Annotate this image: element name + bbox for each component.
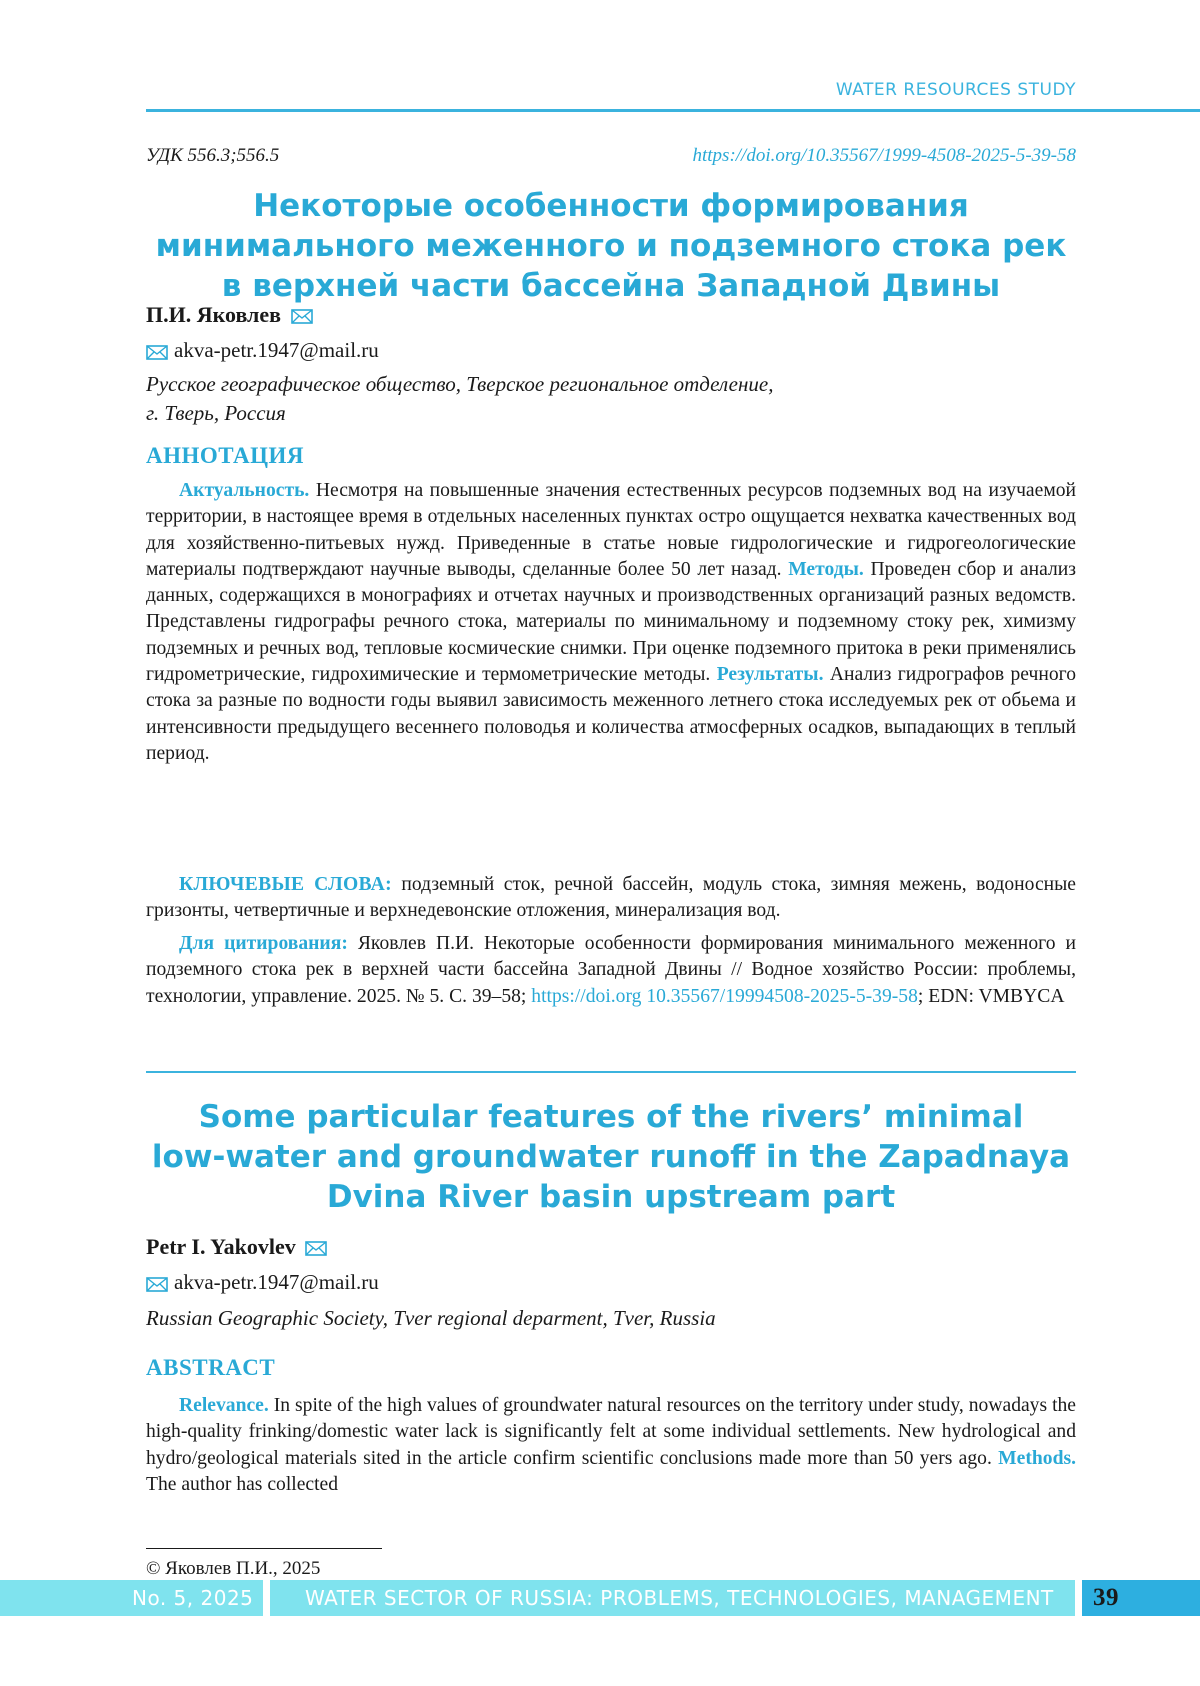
page-number: 39 xyxy=(1093,1584,1119,1611)
en-abstract xyxy=(146,1393,1076,1498)
ru-affiliation-line: Русское географическое общество, Тверское региональное отделение, xyxy=(146,372,774,396)
en-relevance-label: Relevance. xyxy=(179,1395,269,1416)
ru-citation-edn: ; EDN: VMBYCA xyxy=(917,985,1065,1007)
ru-results-label: Результаты. xyxy=(716,664,824,686)
en-email[interactable] xyxy=(146,1270,379,1295)
ru-keywords xyxy=(146,872,1076,925)
doi-link[interactable]: https://doi.org/10.35567/1999-4508-2025-5-39-58 xyxy=(692,145,1076,166)
ru-keywords-body xyxy=(146,872,1076,925)
ru-methods-label: Методы. xyxy=(788,558,864,580)
ru-abstract-body xyxy=(146,478,1076,767)
ru-citation-body xyxy=(146,931,1076,1010)
en-title-line: Some particular features of the rivers’ minimal xyxy=(198,1099,1024,1135)
ru-results-text: Анализ гидрографов речного стока за разные по водности годы выявил зависимость меженного летнего стока исследуемых рек от обьема и интенсивности предыдущего весеннего половодья и количества атмосферных осадков, выпадающих в теплый период. xyxy=(146,664,1076,764)
ru-keywords-label: КЛЮЧЕВЫЕ СЛОВА: xyxy=(179,874,392,895)
ru-title-line: Некоторые особенности формирования xyxy=(253,188,969,224)
envelope-icon[interactable] xyxy=(305,1241,327,1256)
section-divider xyxy=(146,1071,1076,1073)
ru-title-line: минимального меженного и подземного стока рек xyxy=(155,228,1067,264)
ru-title-line: в верхней части бассейна Западной Двины xyxy=(221,268,1001,304)
copyright-note: © Яковлев П.И., 2025 xyxy=(146,1558,321,1579)
en-abstract-body xyxy=(146,1393,1076,1498)
ru-author xyxy=(146,302,313,328)
footer-issue: No. 5, 2025 xyxy=(132,1586,254,1610)
ru-email[interactable] xyxy=(146,338,379,363)
ru-citation xyxy=(146,931,1076,1010)
ru-author-name: П.И. Яковлев xyxy=(146,302,282,327)
ru-relevance-label: Актуальность. xyxy=(179,480,310,501)
udk-code: УДК 556.3;556.5 xyxy=(146,145,280,166)
ru-citation-text: Яковлев П.И. Некоторые особенности формирования минимального меженного и подземного стока рек в верхней части бассейна Западной Двины // Водное хозяйство России: проблемы, технологии, управление. 2025. № 5. С. 39–58; xyxy=(146,933,1077,1007)
en-methods-label: Methods. xyxy=(998,1447,1076,1469)
footnote-rule xyxy=(146,1548,382,1549)
en-abstract-heading: ABSTRACT xyxy=(146,1355,276,1380)
ru-methods-text: Проведен сбор и анализ данных, содержащихся в монографиях и отчетах научных и производственных организаций разных ведомств. Представлены гидрографы речного стока, материалы по минимальному и подземному стоку рек, химизму подземных и речных вод, тепловые космические снимки. При оценке подземного притока в реки применялись гидрометрические, гидрохимические и термометрические методы. xyxy=(146,558,1076,686)
envelope-icon[interactable] xyxy=(291,309,313,324)
en-title-line: Dvina River basin upstream part xyxy=(326,1179,896,1215)
ru-citation-label: Для цитирования: xyxy=(179,933,348,954)
ru-affiliation xyxy=(146,370,1076,428)
footer-journal: WATER SECTOR OF RUSSIA: PROBLEMS, TECHNOLOGIES, MANAGEMENT xyxy=(305,1586,1054,1610)
en-author-name: Petr I. Yakovlev xyxy=(146,1234,296,1259)
ru-abstract xyxy=(146,478,1076,767)
en-email-address[interactable]: akva-petr.1947@mail.ru xyxy=(174,1270,379,1294)
section-tag: WATER RESOURCES STUDY xyxy=(835,80,1076,100)
en-relevance-text: In spite of the high values of groundwater natural resources on the territory under study, nowadays the high-quality frinking/domestic water lack is significantly felt at some individual settlements. New hydrological and hydro/geological materials sited in the article confirm scientific conclusions made more than 50 yers ago. xyxy=(146,1395,1077,1469)
en-title-line: low-water and groundwater runoff in the Zapadnaya xyxy=(151,1139,1071,1175)
ru-relevance-text: Несмотря на повышенные значения естественных ресурсов подземных вод на изучаемой территории, в настоящее время в отдельных населенных пунктах остро ощущается нехватка качественных вод для хозяйственно-питьевых нужд. Приведенные в статье новые гидрологические и гидрогеологические материалы подтверждают научные выводы, сделанные более 50 лет назад. xyxy=(146,480,1076,580)
en-author xyxy=(146,1234,327,1260)
ru-title xyxy=(146,186,1076,306)
ru-email-address[interactable]: akva-petr.1947@mail.ru xyxy=(174,338,379,362)
ru-citation-doi-link[interactable]: https://doi.org 10.35567/19994508-2025-5-39-58 xyxy=(531,985,918,1007)
header-divider xyxy=(146,109,1200,112)
ru-abstract-heading: АННОТАЦИЯ xyxy=(146,443,304,468)
en-affiliation: Russian Geographic Society, Tver regional deparment, Tver, Russia xyxy=(146,1306,716,1330)
envelope-icon xyxy=(146,1277,168,1292)
en-title xyxy=(146,1097,1076,1217)
ru-affiliation-line: г. Тверь, Россия xyxy=(146,401,286,425)
ru-keywords-text: подземный сток, речной бассейн, модуль стока, зимняя межень, водоносные гризонты, четвертичные и верхнедевонские отложения, минерализация вод. xyxy=(146,874,1076,922)
en-methods-text: The author has collected xyxy=(146,1473,339,1495)
envelope-icon xyxy=(146,345,168,360)
